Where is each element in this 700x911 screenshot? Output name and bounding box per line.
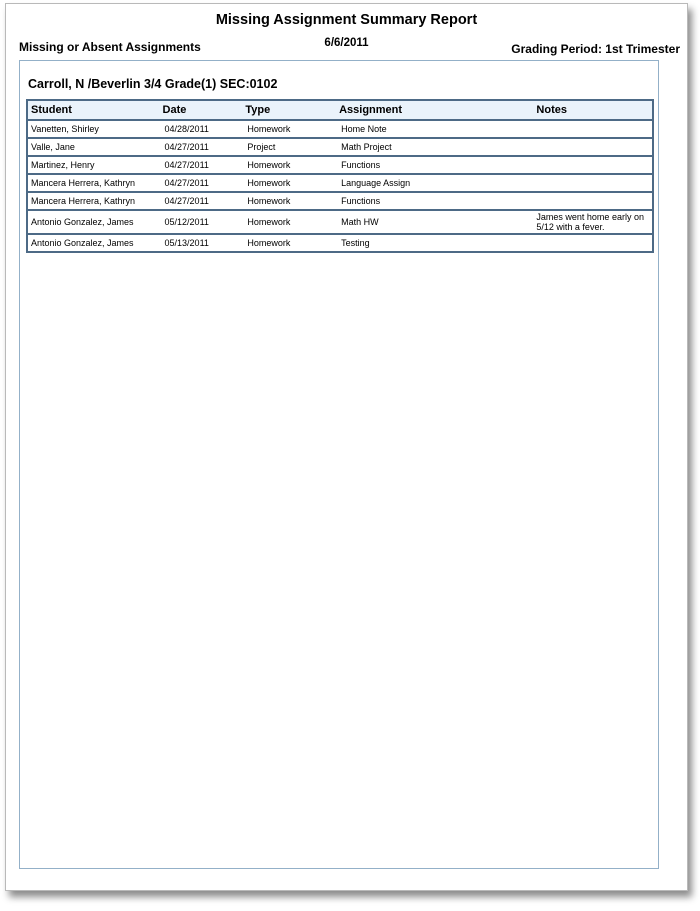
cell-assignment: Math HW	[336, 210, 533, 234]
table-row	[27, 192, 653, 210]
report-date: 6/6/2011	[324, 37, 369, 49]
section-frame	[19, 60, 659, 869]
table-row	[27, 174, 653, 192]
cell-student: Mancera Herrera, Kathryn	[27, 174, 160, 192]
report-title: Missing Assignment Summary Report	[215, 12, 478, 28]
cell-notes	[533, 138, 653, 156]
header-date: Date	[160, 100, 243, 120]
cell-notes	[533, 174, 653, 192]
cell-notes	[533, 156, 653, 174]
cell-type: Homework	[242, 210, 336, 234]
cell-notes	[533, 192, 653, 210]
cell-date: 04/27/2011	[160, 192, 243, 210]
grading-period: Grading Period: 1st Trimester	[511, 42, 680, 56]
table-row	[27, 138, 653, 156]
cell-student: Antonio Gonzalez, James	[27, 210, 160, 234]
cell-student: Mancera Herrera, Kathryn	[27, 192, 160, 210]
cell-type: Homework	[242, 156, 336, 174]
table-row	[27, 120, 653, 138]
cell-student: Martinez, Henry	[27, 156, 160, 174]
cell-type: Homework	[242, 120, 336, 138]
section-title: Carroll, N /Beverlin 3/4 Grade(1) SEC:0102	[28, 77, 278, 91]
cell-date: 04/27/2011	[160, 138, 243, 156]
cell-student: Valle, Jane	[27, 138, 160, 156]
cell-date: 04/27/2011	[160, 156, 243, 174]
table-header-row	[27, 100, 653, 120]
header-notes: Notes	[533, 100, 653, 120]
cell-date: 04/27/2011	[160, 174, 243, 192]
cell-date: 05/12/2011	[160, 210, 243, 234]
cell-notes	[533, 234, 653, 252]
cell-assignment: Language Assign	[336, 174, 533, 192]
cell-date: 04/28/2011	[160, 120, 243, 138]
table-row	[27, 210, 653, 234]
header-type: Type	[242, 100, 336, 120]
cell-assignment: Math Project	[336, 138, 533, 156]
header-assignment: Assignment	[336, 100, 533, 120]
cell-assignment: Home Note	[336, 120, 533, 138]
cell-type: Homework	[247, 238, 291, 248]
table-row	[27, 234, 653, 252]
table-row	[27, 156, 653, 174]
cell-type: Homework	[242, 192, 336, 210]
cell-student: Antonio Gonzalez, James	[31, 238, 134, 248]
cell-notes	[533, 120, 653, 138]
cell-notes: James went home early on 5/12 with a fever.	[533, 210, 653, 234]
missing-assignments-table	[26, 99, 654, 253]
cell-assignment: Functions	[336, 156, 533, 174]
cell-assignment: Testing	[341, 238, 370, 248]
cell-assignment: Functions	[336, 192, 533, 210]
cell-type: Project	[242, 138, 336, 156]
report-subtitle: Missing or Absent Assignments	[19, 40, 201, 54]
report-page	[5, 3, 688, 891]
cell-date: 05/13/2011	[164, 238, 209, 248]
cell-type: Homework	[242, 174, 336, 192]
header-student: Student	[27, 100, 160, 120]
cell-student: Vanetten, Shirley	[27, 120, 160, 138]
